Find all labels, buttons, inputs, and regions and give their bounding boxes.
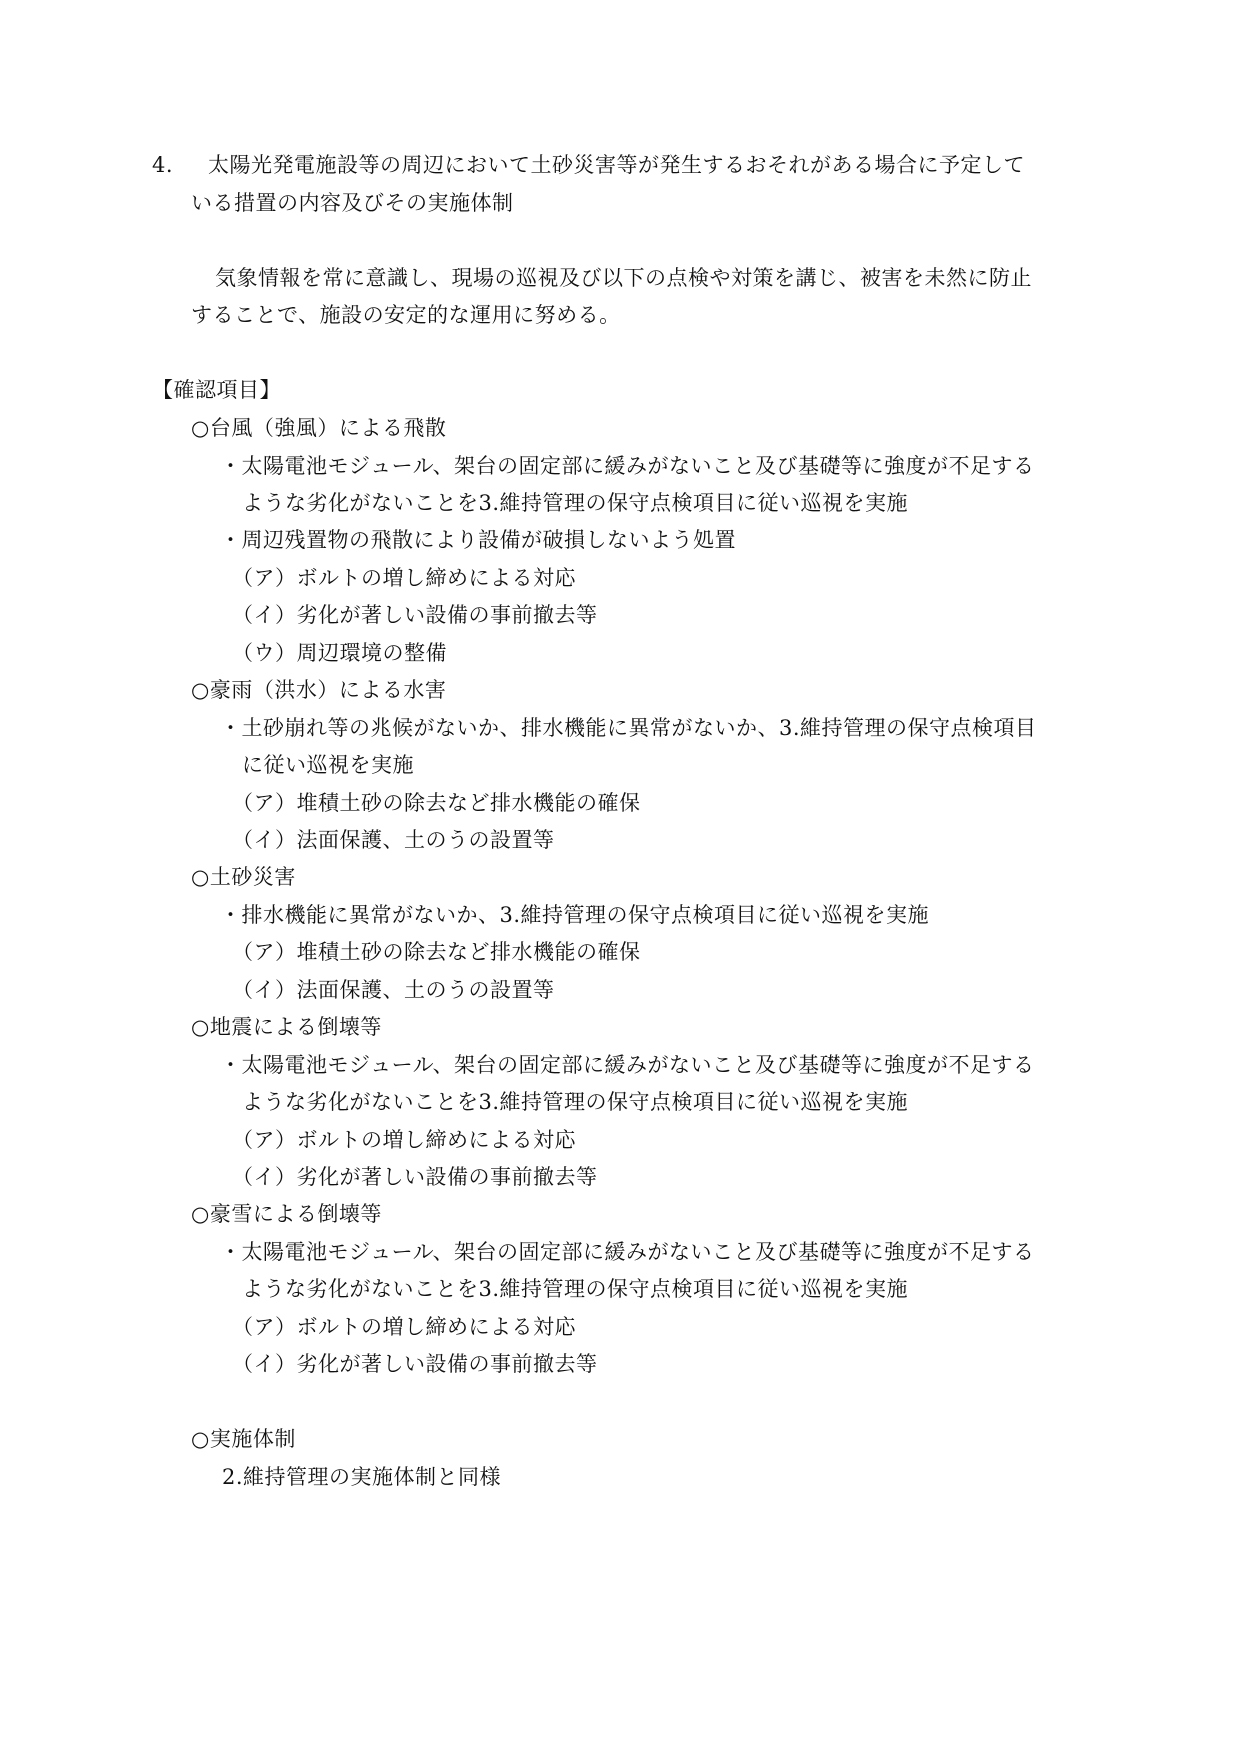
implementation-heading: ○実施体制 bbox=[191, 1427, 296, 1451]
landslide-sub-b: （イ）法面保護、土のうの設置等 bbox=[232, 978, 555, 1002]
typhoon-bullet-1-line-2: ような劣化がないことを3.維持管理の保守点検項目に従い巡視を実施 bbox=[242, 491, 909, 515]
section-title-line-2: いる措置の内容及びその実施体制 bbox=[191, 191, 514, 215]
landslide-heading: ○土砂災害 bbox=[191, 865, 296, 889]
typhoon-heading: ○台風（強風）による飛散 bbox=[191, 416, 447, 440]
earthquake-sub-b: （イ）劣化が著しい設備の事前撤去等 bbox=[232, 1165, 598, 1189]
heavy-snow-heading: ○豪雪による倒壊等 bbox=[191, 1202, 382, 1226]
section-title-line-1: 太陽光発電施設等の周辺において土砂災害等が発生するおそれがある場合に予定して bbox=[208, 153, 1025, 177]
intro-line-1: 気象情報を常に意識し、現場の巡視及び以下の点検や対策を講じ、被害を未然に防止 bbox=[215, 266, 1032, 290]
landslide-bullet-1: ・排水機能に異常がないか、3.維持管理の保守点検項目に従い巡視を実施 bbox=[220, 903, 930, 927]
earthquake-bullet-1-line-1: ・太陽電池モジュール、架台の固定部に緩みがないこと及び基礎等に強度が不足する bbox=[220, 1053, 1035, 1077]
intro-line-2: することで、施設の安定的な運用に努める。 bbox=[191, 303, 621, 327]
typhoon-bullet-1-line-1: ・太陽電池モジュール、架台の固定部に緩みがないこと及び基礎等に強度が不足する bbox=[220, 454, 1035, 478]
typhoon-bullet-2: ・周辺残置物の飛散により設備が破損しないよう処置 bbox=[220, 528, 736, 552]
heavy-snow-sub-a: （ア）ボルトの増し締めによる対応 bbox=[232, 1315, 576, 1339]
typhoon-sub-a: （ア）ボルトの増し締めによる対応 bbox=[232, 566, 576, 590]
earthquake-bullet-1-line-2: ような劣化がないことを3.維持管理の保守点検項目に従い巡視を実施 bbox=[242, 1090, 909, 1114]
earthquake-heading: ○地震による倒壊等 bbox=[191, 1015, 382, 1039]
earthquake-sub-a: （ア）ボルトの増し締めによる対応 bbox=[232, 1128, 576, 1152]
heavy-snow-bullet-1-line-1: ・太陽電池モジュール、架台の固定部に緩みがないこと及び基礎等に強度が不足する bbox=[220, 1240, 1035, 1264]
heavy-rain-bullet-1-line-1: ・土砂崩れ等の兆候がないか、排水機能に異常がないか、3.維持管理の保守点検項目 bbox=[220, 716, 1037, 740]
heavy-rain-heading: ○豪雨（洪水）による水害 bbox=[191, 678, 447, 702]
heavy-rain-bullet-1-line-2: に従い巡視を実施 bbox=[242, 753, 414, 777]
check-items-heading: 【確認項目】 bbox=[152, 378, 281, 402]
heavy-rain-sub-b: （イ）法面保護、土のうの設置等 bbox=[232, 828, 555, 852]
implementation-text: 2.維持管理の実施体制と同様 bbox=[222, 1465, 502, 1489]
heavy-snow-bullet-1-line-2: ような劣化がないことを3.維持管理の保守点検項目に従い巡視を実施 bbox=[242, 1277, 909, 1301]
heavy-snow-sub-b: （イ）劣化が著しい設備の事前撤去等 bbox=[232, 1352, 598, 1376]
landslide-sub-a: （ア）堆積土砂の除去など排水機能の確保 bbox=[232, 940, 641, 964]
typhoon-sub-b: （イ）劣化が著しい設備の事前撤去等 bbox=[232, 603, 598, 627]
section-number: 4. bbox=[152, 153, 174, 177]
typhoon-sub-c: （ウ）周辺環境の整備 bbox=[232, 641, 447, 665]
heavy-rain-sub-a: （ア）堆積土砂の除去など排水機能の確保 bbox=[232, 791, 641, 815]
